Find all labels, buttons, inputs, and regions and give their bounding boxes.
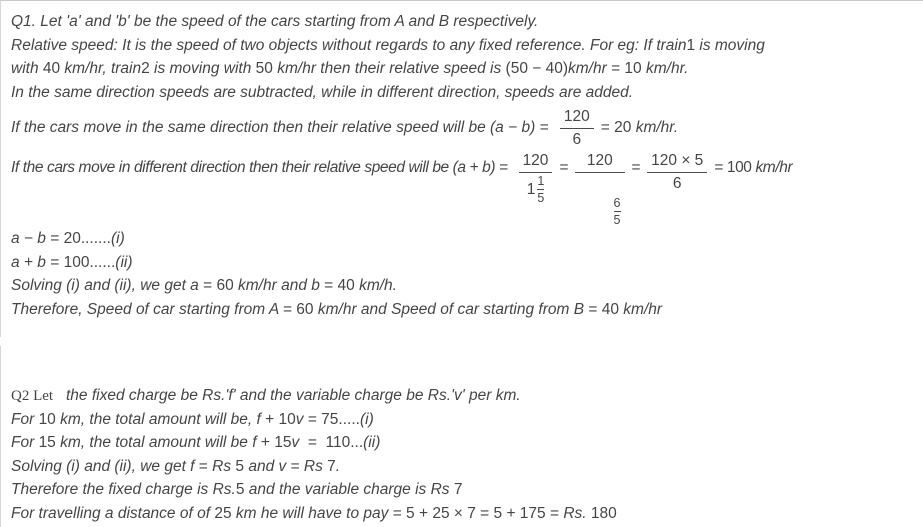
equation-text: If the cars move in the same direction then their relative speed will be (a − b) = [11, 118, 553, 136]
fraction-120-over-6-fifths [575, 151, 624, 246]
sub-fraction-1-over-5 [537, 174, 544, 205]
fraction-denominator-stacked [575, 174, 624, 246]
equation-text: If the cars move in different direction then their relative speed will be (a + b) = [11, 159, 512, 176]
q2-travel-cost-line: For travelling a distance of of 25 km he will have to pay = 5 + 25 × 7 = 5 + 175 = Rs. 180 [11, 504, 617, 522]
q2-equation-10km: For 10 km, the total amount will be, f + 10v = 75.....(i) [11, 410, 374, 428]
sub-fraction-numerator: 1 [537, 174, 545, 188]
sub-fraction-numerator: 6 [613, 196, 621, 210]
fraction-120-over-6 [560, 107, 594, 149]
q1-relative-speed-definition: Relative speed: It is the speed of two objects without regards to any fixed reference. For eg: If train1 is moving [11, 36, 765, 54]
q2-intro-line: Q2 Let the fixed charge be Rs.'f' and the variable charge be Rs.'v' per km. [11, 387, 521, 404]
question-2-solution-panel [0, 346, 923, 527]
fraction-denominator-mixed [523, 174, 549, 205]
fraction-120x5-over-6 [647, 151, 707, 193]
q2-solving-line: Solving (i) and (ii), we get f = Rs 5 and v = Rs 7. [11, 457, 341, 475]
q1-equation-ii: a + b = 100......(ii) [11, 253, 133, 271]
equation-different-direction [11, 151, 923, 225]
fraction-denominator: 6 [572, 130, 582, 148]
sub-fraction-6-over-5 [614, 196, 621, 227]
sub-fraction-bar [537, 189, 544, 190]
fraction-bar [519, 172, 553, 173]
q1-relative-speed-example: with 40 km/hr, train2 is moving with 50 km/hr then their relative speed is (50 − 40)km/hr = 10 km/hr. [11, 60, 689, 77]
equals-sign: = [559, 159, 569, 176]
fraction-numerator: 120 [586, 152, 613, 169]
fraction-120-over-mixed-number [519, 151, 553, 205]
q1-direction-rule: In the same direction speeds are subtracted, while in different direction, speeds are added. [11, 83, 634, 101]
q1-solving-line: Solving (i) and (ii), we get a = 60 km/hr and b = 40 km/h. [11, 277, 397, 294]
fraction-bar [647, 172, 707, 173]
sub-fraction-denominator: 5 [613, 213, 621, 227]
fraction-denominator: 6 [672, 175, 682, 192]
equation-result: = 100 km/hr [714, 159, 793, 176]
fraction-numerator: 120 × 5 [651, 152, 704, 169]
fraction-numerator: 120 [563, 107, 590, 125]
fraction-bar [560, 128, 594, 129]
q1-conclusion-line: Therefore, Speed of car starting from A = 60 km/hr and Speed of car starting from B = 40 km/hr [11, 300, 663, 318]
equation-same-direction [11, 104, 923, 151]
equation-result: = 20 km/hr. [600, 118, 679, 136]
q2-equation-15km: For 15 km, the total amount will be f + 15v = 110...(ii) [11, 434, 381, 451]
sub-fraction-bar [614, 211, 621, 212]
fraction-numerator: 120 [522, 152, 549, 169]
q1-intro-line: Q1. Let 'a' and 'b' be the speed of the cars starting from A and B respectively. [11, 13, 539, 30]
fraction-bar [575, 172, 624, 173]
mixed-number-integer: 1 [526, 181, 536, 198]
equals-sign: = [631, 159, 641, 176]
q2-conclusion-line: Therefore the fixed charge is Rs.5 and the variable charge is Rs 7 [11, 481, 463, 498]
q1-equation-i: a − b = 20.......(i) [11, 230, 125, 247]
sub-fraction-denominator: 5 [537, 191, 545, 205]
